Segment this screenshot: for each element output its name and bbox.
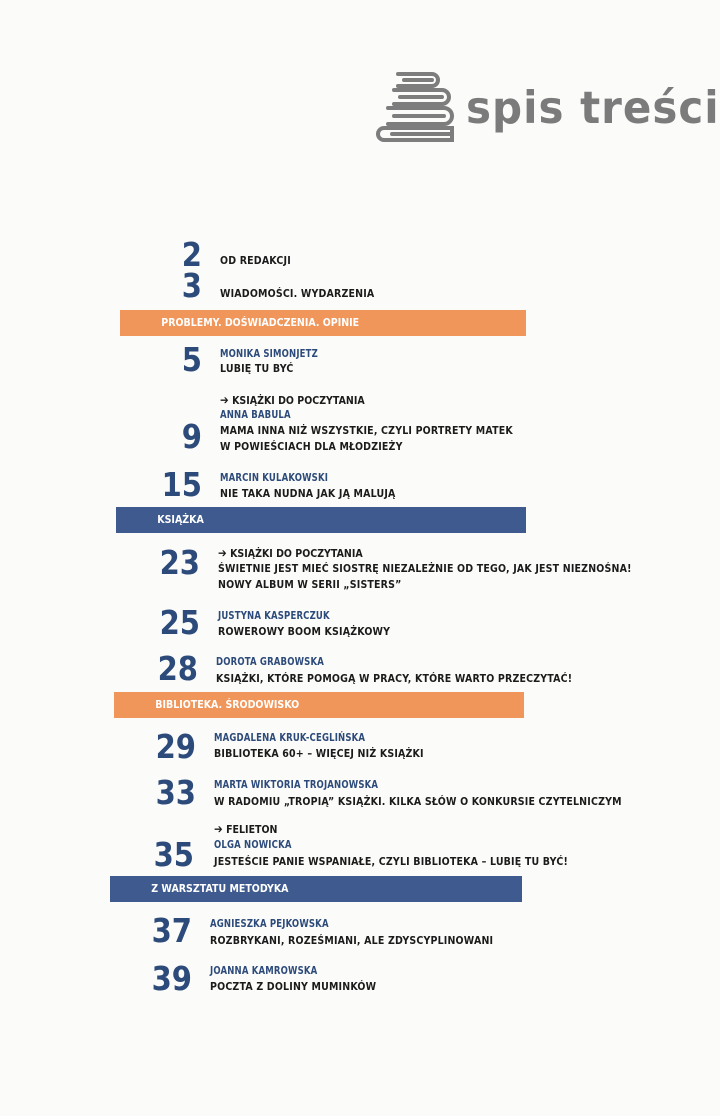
article-title[interactable]: JESTEŚCIE PANIE WSPANIAŁE, CZYLI BIBLIOTEKA – LUBIĘ TU BYĆ! bbox=[214, 855, 568, 868]
article-title-continued[interactable]: NOWY ALBUM W SERII „SISTERS” bbox=[218, 578, 402, 591]
article-title-continued[interactable]: W POWIEŚCIACH DLA MŁODZIEŻY bbox=[220, 440, 403, 453]
section-title: Z WARSZTATU METODYKA bbox=[151, 882, 289, 895]
section-title: PROBLEMY. DOŚWIADCZENIA. OPINIE bbox=[161, 316, 360, 329]
article-author: JOANNA KAMROWSKA bbox=[210, 964, 318, 977]
rubric-label bbox=[214, 822, 277, 836]
article-author: MONIKA SIMONJETZ bbox=[220, 347, 318, 360]
page-number: 5 bbox=[181, 340, 202, 379]
article-title[interactable]: LUBIĘ TU BYĆ bbox=[220, 362, 294, 375]
article-author: AGNIESZKA PEJKOWSKA bbox=[210, 917, 329, 930]
rubric-label bbox=[220, 393, 365, 407]
section-title: KSIĄŻKA bbox=[157, 513, 204, 526]
page-number: 25 bbox=[159, 603, 200, 642]
article-author: OLGA NOWICKA bbox=[214, 838, 292, 851]
page-number: 3 bbox=[181, 266, 202, 305]
article-title[interactable]: ŚWIETNIE JEST MIEĆ SIOSTRĘ NIEZALEŻNIE OD TEGO, JAK JEST NIEZNOŚNA! bbox=[218, 562, 632, 575]
arrow-right-icon: ➔ bbox=[220, 393, 229, 407]
rubric-label bbox=[218, 546, 363, 560]
page-number: 15 bbox=[161, 465, 202, 504]
article-title[interactable]: KSIĄŻKI, KTÓRE POMOGĄ W PRACY, KTÓRE WARTO PRZECZYTAĆ! bbox=[216, 672, 573, 685]
article-author: MARCIN KULAKOWSKI bbox=[220, 471, 329, 484]
article-author: MAGDALENA KRUK-CEGLIŃSKA bbox=[214, 731, 366, 744]
article-author: ANNA BABULA bbox=[220, 408, 291, 421]
page-number: 33 bbox=[155, 773, 196, 812]
page-number: 23 bbox=[159, 543, 200, 582]
article-author: MARTA WIKTORIA TROJANOWSKA bbox=[214, 778, 379, 791]
section-bar bbox=[120, 310, 526, 336]
article-title[interactable]: MAMA INNA NIŻ WSZYSTKIE, CZYLI PORTRETY MATEK bbox=[220, 424, 513, 437]
article-title[interactable]: BIBLIOTEKA 60+ – WIĘCEJ NIŻ KSIĄŻKI bbox=[214, 747, 424, 760]
section-title: BIBLIOTEKA. ŚRODOWISKO bbox=[155, 698, 300, 711]
page-number: 37 bbox=[151, 911, 192, 950]
article-title[interactable]: WIADOMOŚCI. WYDARZENIA bbox=[220, 287, 375, 300]
arrow-right-icon: ➔ bbox=[218, 546, 227, 560]
page-title: spis treści bbox=[466, 82, 720, 134]
page-number: 9 bbox=[181, 417, 202, 456]
article-title[interactable]: POCZTA Z DOLINY MUMINKÓW bbox=[210, 980, 377, 993]
page-number: 28 bbox=[157, 649, 198, 688]
article-author: DOROTA GRABOWSKA bbox=[216, 655, 325, 668]
section-bar bbox=[114, 692, 524, 718]
page-number: 29 bbox=[155, 727, 196, 766]
rubric-text: KSIĄŻKI DO POCZYTANIA bbox=[232, 394, 365, 407]
article-author: JUSTYNA KASPERCZUK bbox=[218, 609, 330, 622]
article-title[interactable]: OD REDAKCJI bbox=[220, 254, 291, 267]
article-title[interactable]: ROZBRYKANI, ROZEŚMIANI, ALE ZDYSCYPLINOWANI bbox=[210, 934, 494, 947]
rubric-text: FELIETON bbox=[226, 823, 278, 836]
page-number: 39 bbox=[151, 959, 192, 998]
page-number: 35 bbox=[153, 835, 194, 874]
article-title[interactable]: ROWEROWY BOOM KSIĄŻKOWY bbox=[218, 625, 391, 638]
rubric-text: KSIĄŻKI DO POCZYTANIA bbox=[230, 547, 363, 560]
books-stack-icon bbox=[382, 68, 456, 144]
section-bar bbox=[116, 507, 526, 533]
toc-header bbox=[382, 68, 720, 144]
article-title[interactable]: NIE TAKA NUDNA JAK JĄ MALUJĄ bbox=[220, 487, 396, 500]
arrow-right-icon: ➔ bbox=[214, 822, 223, 836]
article-title[interactable]: W RADOMIU „TROPIĄ” KSIĄŻKI. KILKA SŁÓW O KONKURSIE CZYTELNICZYM bbox=[214, 795, 622, 808]
section-bar bbox=[110, 876, 522, 902]
page-number: 2 bbox=[181, 235, 202, 274]
